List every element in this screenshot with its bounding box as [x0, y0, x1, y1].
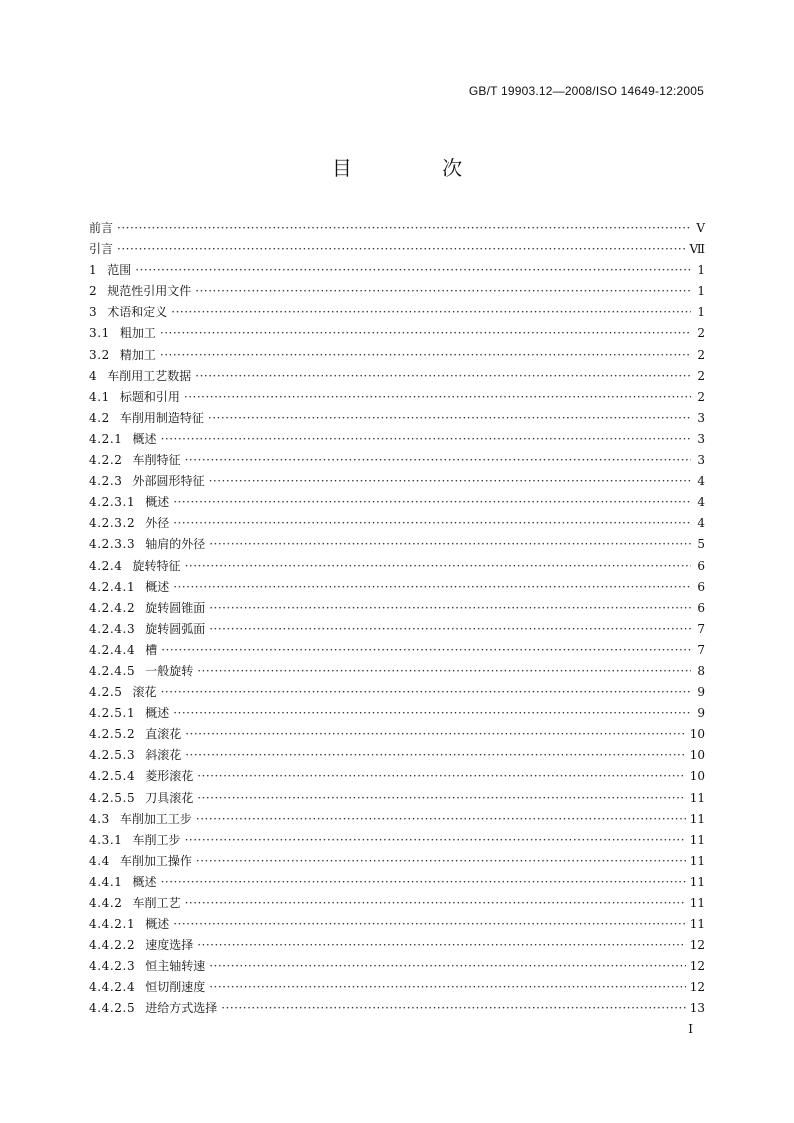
- page-number: I: [688, 1022, 693, 1036]
- toc-entry-page: 11: [689, 917, 705, 932]
- toc-entry-label: 恒切削速度: [145, 980, 206, 995]
- toc-dot-leader: [173, 516, 691, 530]
- toc-entry[interactable]: [89, 472, 705, 493]
- toc-entry-label: 车削工步: [132, 832, 181, 847]
- toc-dot-leader: [197, 664, 691, 678]
- toc-dot-leader: [185, 748, 686, 762]
- toc-entry[interactable]: [89, 219, 705, 240]
- toc-entry-page: 11: [689, 853, 705, 868]
- toc-entry-number: 4.1: [89, 389, 110, 404]
- toc-entry[interactable]: [89, 451, 705, 472]
- toc-entry-page: 1: [697, 263, 705, 278]
- toc-dot-leader: [184, 390, 691, 404]
- toc-dot-leader: [160, 326, 691, 340]
- toc-entry[interactable]: [89, 578, 705, 599]
- toc-entry[interactable]: [89, 409, 705, 430]
- toc-entry-label: 引言: [89, 242, 114, 257]
- toc-entry-label: 概述: [132, 874, 157, 889]
- toc-entry-label: 概述: [145, 495, 170, 510]
- toc-entry-number: 4.4.2.2: [89, 938, 136, 953]
- toc-entry-number: 4.4.2.4: [89, 980, 136, 995]
- toc-entry-label: 轴肩的外径: [145, 537, 206, 552]
- toc-entry-label: 概述: [145, 706, 170, 721]
- standard-code-header: GB/T 19903.12—2008/ISO 14649-12:2005: [468, 84, 704, 98]
- toc-entry-label: 菱形滚花: [145, 769, 194, 784]
- toc-dot-leader: [195, 369, 691, 383]
- toc-entry-page: 3: [697, 431, 705, 446]
- toc-entry-page: 12: [689, 980, 705, 995]
- toc-entry-page: 11: [689, 811, 705, 826]
- toc-dot-leader: [173, 706, 691, 720]
- toc-entry-label: 精加工: [119, 347, 156, 362]
- page-title: 目 次: [331, 156, 505, 180]
- toc-entry[interactable]: [89, 535, 705, 556]
- toc-dot-leader: [160, 348, 691, 362]
- toc-entry-label: 斜滚花: [145, 748, 182, 763]
- toc-entry-page: 13: [689, 1001, 705, 1016]
- toc-entry-number: 4.2.2: [89, 453, 123, 468]
- toc-entry-label: 范围: [107, 263, 132, 278]
- toc-entry-number: 4.3.1: [89, 832, 123, 847]
- toc-entry-label: 滚花: [132, 685, 157, 700]
- toc-entry-number: 4.4.1: [89, 874, 123, 889]
- toc-entry-label: 一般旋转: [145, 663, 194, 678]
- toc-entry-page: 10: [689, 769, 705, 784]
- toc-entry-number: 4.2.3.1: [89, 495, 136, 510]
- toc-entry-page: 2: [697, 389, 705, 404]
- toc-entry-number: 4.4.2.5: [89, 1001, 136, 1016]
- toc-entry-label: 粗加工: [119, 326, 156, 341]
- toc-entry-label: 恒主轴转速: [145, 959, 206, 974]
- toc-entry[interactable]: [89, 367, 705, 388]
- toc-entry[interactable]: [89, 324, 705, 345]
- toc-entry-number: 4.2.3.2: [89, 516, 136, 531]
- toc-entry[interactable]: [89, 894, 705, 915]
- toc-entry[interactable]: [89, 915, 705, 936]
- toc-entry[interactable]: [89, 620, 705, 641]
- toc-entry[interactable]: [89, 725, 705, 746]
- toc-entry-page: Ⅶ: [689, 242, 705, 257]
- toc-entry-page: 10: [689, 748, 705, 763]
- toc-dot-leader: [185, 453, 691, 467]
- toc-entry-page: 1: [697, 284, 705, 299]
- toc-entry-label: 车削用制造特征: [119, 410, 204, 425]
- toc-entry[interactable]: [89, 767, 705, 788]
- toc-dot-leader: [135, 263, 691, 277]
- toc-entry-label: 术语和定义: [107, 305, 168, 320]
- toc-entry[interactable]: [89, 430, 705, 451]
- toc-entry-page: 2: [697, 347, 705, 362]
- toc-entry-page: 4: [697, 516, 705, 531]
- toc-dot-leader: [171, 305, 691, 319]
- toc-entry-number: 4.2.4.1: [89, 579, 136, 594]
- toc-dot-leader: [161, 685, 691, 699]
- toc-entry-number: 4.4.2: [89, 896, 123, 910]
- toc-entry[interactable]: [89, 978, 705, 999]
- toc-entry-label: 概述: [132, 431, 157, 446]
- toc-dot-leader: [117, 242, 685, 256]
- toc-entry-label: 车削工艺: [132, 896, 181, 910]
- toc-entry-number: 4.2.5: [89, 685, 123, 700]
- toc-entry[interactable]: [89, 303, 705, 324]
- toc-entry-label: 旋转特征: [132, 558, 181, 573]
- toc-dot-leader: [209, 980, 686, 994]
- toc-entry-page: 6: [697, 558, 705, 573]
- toc-entry[interactable]: [89, 240, 705, 261]
- toc-entry[interactable]: [89, 662, 705, 683]
- toc-entry-label: 直滚花: [145, 727, 182, 742]
- toc-dot-leader: [209, 601, 691, 615]
- toc-entry-number: 4.2.4.3: [89, 621, 136, 636]
- toc-entry[interactable]: [89, 683, 705, 704]
- toc-entry-number: 4.4: [89, 853, 110, 868]
- toc-entry-page: 12: [689, 938, 705, 953]
- toc-entry-number: 3.1: [89, 326, 110, 341]
- toc-entry-number: 4.2.3: [89, 474, 123, 489]
- toc-dot-leader: [185, 833, 686, 847]
- toc-entry-number: 4.4.2.1: [89, 917, 136, 932]
- toc-dot-leader: [197, 938, 686, 952]
- toc-entry[interactable]: [89, 704, 705, 725]
- toc-entry-label: 概述: [145, 917, 170, 932]
- toc-entry[interactable]: [89, 789, 705, 810]
- toc-entry[interactable]: [89, 810, 705, 831]
- toc-dot-leader: [209, 537, 691, 551]
- toc-entry-number: 4: [89, 368, 98, 383]
- toc-entry[interactable]: [89, 388, 705, 409]
- toc-entry[interactable]: [89, 493, 705, 514]
- toc-entry-page: 2: [697, 326, 705, 341]
- toc-dot-leader: [161, 432, 691, 446]
- toc-entry-number: 4.4.2.3: [89, 959, 136, 974]
- toc-entry-number: 4.2.4.4: [89, 642, 136, 657]
- toc-entry-number: 3.2: [89, 347, 110, 362]
- toc-entry-label: 旋转圆弧面: [145, 621, 206, 636]
- toc-dot-leader: [197, 769, 686, 783]
- toc-entry-page: 7: [697, 621, 705, 636]
- toc-entry-page: 12: [689, 959, 705, 974]
- toc-entry-page: 3: [697, 453, 705, 468]
- toc-entry-number: 1: [89, 263, 98, 278]
- toc-dot-leader: [196, 812, 686, 826]
- toc-dot-leader: [185, 727, 686, 741]
- toc-entry-label: 速度选择: [145, 938, 194, 953]
- toc-entry-number: 4.2.5.5: [89, 790, 136, 805]
- toc-dot-leader: [173, 495, 691, 509]
- toc-entry-number: 4.2.4: [89, 558, 123, 573]
- toc-entry-label: 标题和引用: [119, 389, 180, 404]
- toc-entry-label: 车削用工艺数据: [107, 368, 192, 383]
- toc-entry-label: 旋转圆锥面: [145, 600, 206, 615]
- toc-dot-leader: [185, 559, 691, 573]
- toc-entry-number: 4.2: [89, 410, 110, 425]
- toc-dot-leader: [173, 917, 686, 931]
- toc-dot-leader: [161, 875, 686, 889]
- toc-entry-page: 10: [689, 727, 705, 742]
- toc-entry-label: 车削特征: [132, 453, 181, 468]
- toc-entry-label: 外径: [145, 516, 170, 531]
- toc-entry-page: 5: [697, 537, 705, 552]
- toc-entry-number: 4.2.4.5: [89, 663, 136, 678]
- toc-entry[interactable]: [89, 599, 705, 620]
- toc-entry[interactable]: [89, 261, 705, 282]
- toc-dot-leader: [117, 221, 691, 235]
- toc-entry[interactable]: [89, 852, 705, 873]
- toc-entry-page: 7: [697, 642, 705, 657]
- toc-entry[interactable]: [89, 999, 705, 1020]
- toc-dot-leader: [195, 284, 691, 298]
- toc-entry-page: 11: [689, 874, 705, 889]
- toc-entry-number: 4.2.5.2: [89, 727, 136, 742]
- toc-entry-label: 规范性引用文件: [107, 284, 192, 299]
- toc-entry-page: 6: [697, 579, 705, 594]
- toc-entry-label: 进给方式选择: [145, 1001, 218, 1016]
- toc-entry-page: 11: [689, 790, 705, 805]
- toc-dot-leader: [161, 643, 691, 657]
- toc-entry[interactable]: [89, 746, 705, 767]
- toc-entry-label: 概述: [145, 579, 170, 594]
- toc-entry-page: 2: [697, 368, 705, 383]
- toc-dot-leader: [185, 896, 686, 910]
- toc-entry[interactable]: [89, 557, 705, 578]
- toc-entry-page: Ⅴ: [696, 221, 705, 235]
- toc-entry-page: 9: [697, 706, 705, 721]
- toc-entry-page: 4: [697, 474, 705, 489]
- toc-entry-number: 4.3: [89, 811, 110, 826]
- toc-dot-leader: [209, 622, 691, 636]
- toc-entry-number: 4.2.5.4: [89, 769, 136, 784]
- toc-entry-label: 车削加工操作: [119, 853, 192, 868]
- toc-dot-leader: [196, 854, 686, 868]
- toc-entry-page: 8: [697, 663, 705, 678]
- toc-entry-label: 前言: [89, 221, 114, 235]
- toc-entry-number: 4.2.4.2: [89, 600, 136, 615]
- toc-entry[interactable]: [89, 873, 705, 894]
- toc-entry[interactable]: [89, 936, 705, 957]
- toc-entry-label: 刀具滚花: [145, 790, 194, 805]
- toc-dot-leader: [208, 411, 691, 425]
- toc-entry-number: 4.2.3.3: [89, 537, 136, 552]
- table-of-contents: [89, 219, 705, 1021]
- toc-entry-page: 9: [697, 685, 705, 700]
- toc-entry-number: 4.2.5.1: [89, 706, 136, 721]
- toc-dot-leader: [209, 959, 686, 973]
- toc-entry-page: 4: [697, 495, 705, 510]
- toc-entry[interactable]: [89, 957, 705, 978]
- toc-entry-label: 外部圆形特征: [132, 474, 205, 489]
- toc-entry-number: 4.2.5.3: [89, 748, 136, 763]
- toc-dot-leader: [197, 791, 686, 805]
- toc-entry[interactable]: [89, 831, 705, 852]
- toc-entry-page: 6: [697, 600, 705, 615]
- toc-entry[interactable]: [89, 346, 705, 367]
- toc-entry-page: 3: [697, 410, 705, 425]
- toc-entry-label: 槽: [145, 642, 158, 657]
- toc-entry-number: 4.2.1: [89, 431, 123, 446]
- toc-dot-leader: [209, 474, 691, 488]
- toc-dot-leader: [173, 580, 691, 594]
- toc-entry[interactable]: [89, 514, 705, 535]
- toc-entry-number: 2: [89, 284, 98, 299]
- toc-entry-page: 11: [689, 896, 705, 910]
- toc-entry-page: 11: [689, 832, 705, 847]
- toc-entry-number: 3: [89, 305, 98, 320]
- toc-entry[interactable]: [89, 282, 705, 303]
- toc-dot-leader: [221, 1001, 686, 1015]
- toc-entry[interactable]: [89, 641, 705, 662]
- toc-entry-label: 车削加工工步: [119, 811, 192, 826]
- toc-entry-page: 1: [697, 305, 705, 320]
